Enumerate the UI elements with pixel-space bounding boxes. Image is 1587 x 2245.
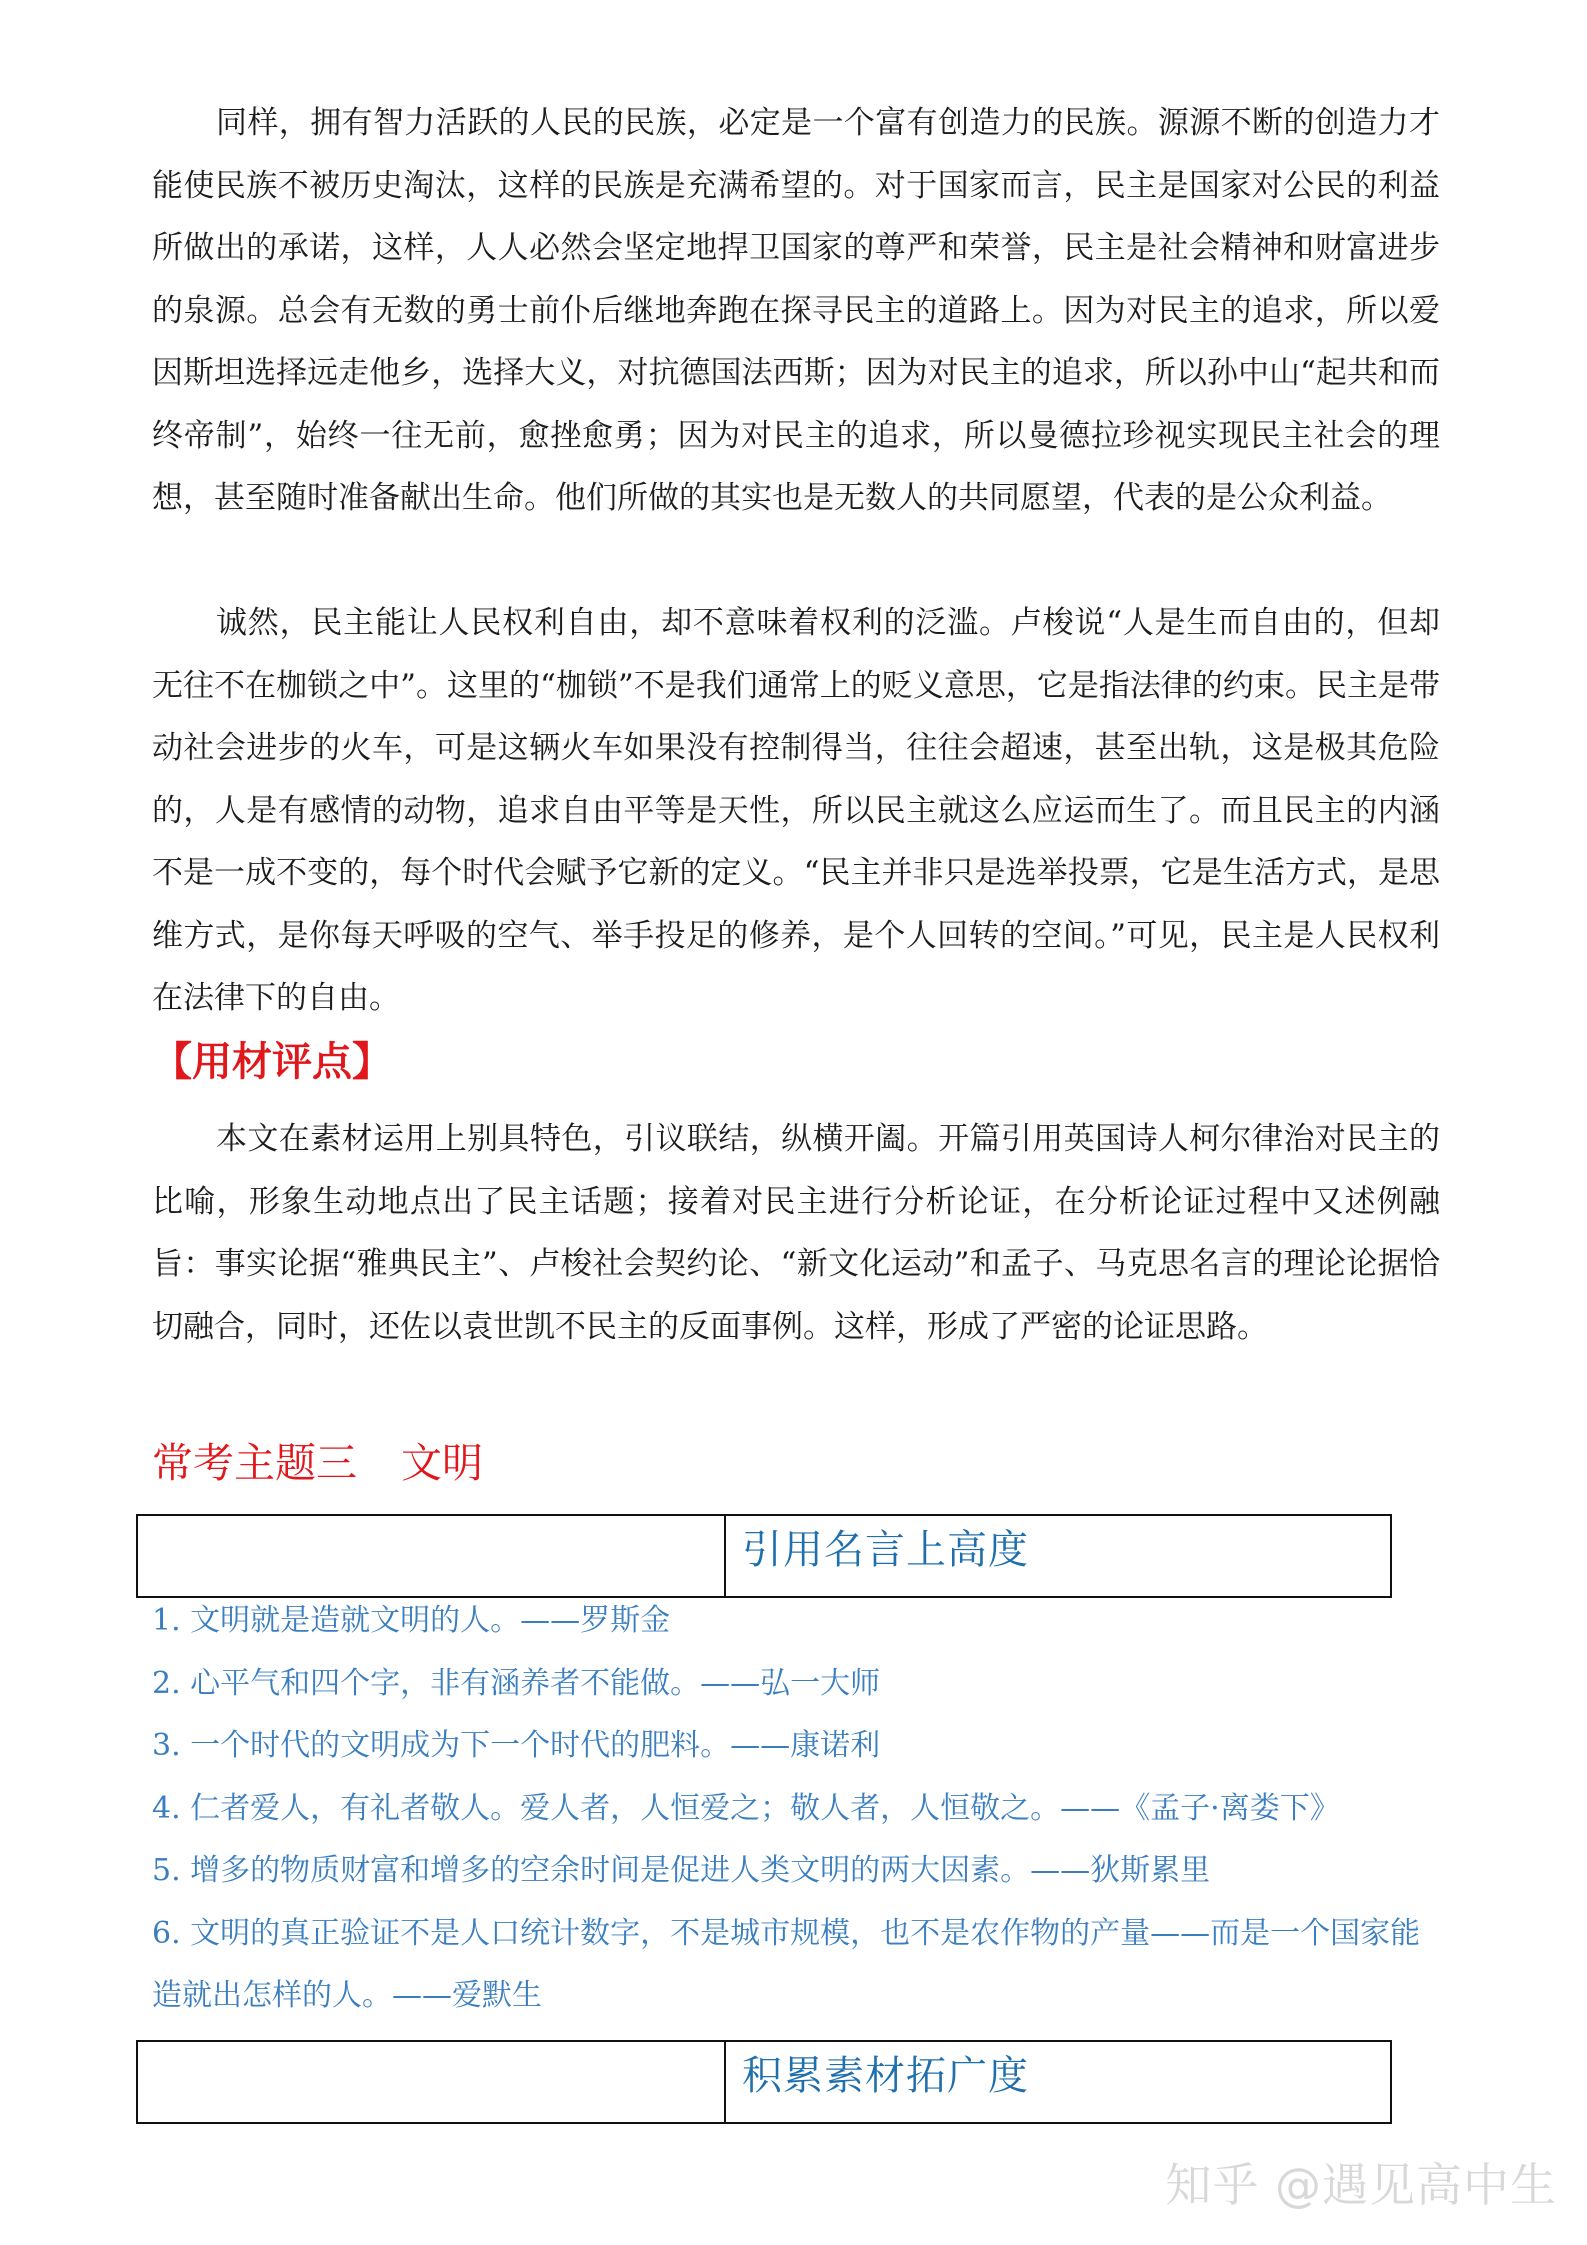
section-box-quotes — [136, 1514, 1392, 1598]
box-divider — [724, 2042, 726, 2122]
section-title-quotes: 引用名言上高度 — [742, 1527, 1029, 1573]
theme-heading — [152, 1430, 483, 1489]
body-paragraph-2: 诚然，民主能让人民权利自由，却不意味着权利的泛滥。卢梭说“人是生而自由的，但却无往不在枷锁之中”。这里的“枷锁”不是我们通常上的贬义意思，它是指法律的约束。民主是带动社会进步的火车，可是这辆火车如果没有控制得当，往往会超速，甚至出轨，这是极其危险的，人是有感情的动物，追求自由平等是天性，所以民主就这么应运而生了。而且民主的内涵不是一成不变的，每个时代会赋予它新的定义。“民主并非只是选举投票，它是生活方式，是思维方式，是你每天呼吸的空气、举手投足的修养，是个人回转的空间。”可见，民主是人民权利在法律下的自由。 — [152, 605, 1440, 1016]
quote-item: 5. 增多的物质财富和增多的空余时间是促进人类文明的两大因素。——狄斯累里 — [152, 1853, 1211, 1888]
quote-item: 3. 一个时代的文明成为下一个时代的肥料。——康诺利 — [152, 1728, 881, 1763]
section-title-materials: 积累素材拓广度 — [742, 2053, 1029, 2099]
comment-heading: 【用材评点】 — [152, 1039, 392, 1085]
comment-paragraph: 本文在素材运用上别具特色，引议联结，纵横开阖。开篇引用英国诗人柯尔律治对民主的比喻，形象生动地点出了民主话题；接着对民主进行分析论证，在分析论证过程中又述例融旨：事实论据“雅典民主”、卢梭社会契约论、“新文化运动”和孟子、马克思名言的理论论据恰切融合，同时，还佐以袁世凯不民主的反面事例。这样，形成了严密的论证思路。 — [152, 1121, 1440, 1345]
quote-list — [152, 1590, 1440, 2028]
body-paragraph-1: 同样，拥有智力活跃的人民的民族，必定是一个富有创造力的民族。源源不断的创造力才能使民族不被历史淘汰，这样的民族是充满希望的。对于国家而言，民主是国家对公民的利益所做出的承诺，这样，人人必然会坚定地捍卫国家的尊严和荣誉，民主是社会精神和财富进步的泉源。总会有无数的勇士前仆后继地奔跑在探寻民主的道路上。因为对民主的追求，所以爱因斯坦选择远走他乡，选择大义，对抗德国法西斯；因为对民主的追求，所以孙中山“起共和而终帝制”，始终一往无前，愈挫愈勇；因为对民主的追求，所以曼德拉珍视实现民主社会的理想，甚至随时准备献出生命。他们所做的其实也是无数人的共同愿望，代表的是公众利益。 — [152, 105, 1440, 516]
section-box-materials — [136, 2040, 1392, 2124]
quote-item: 6. 文明的真正验证不是人口统计数字，不是城市规模，也不是农作物的产量——而是一个国家能造就出怎样的人。——爱默生 — [152, 1915, 1421, 2013]
box-divider — [724, 1516, 726, 1596]
quote-item: 4. 仁者爱人，有礼者敬人。爱人者，人恒爱之；敬人者，人恒敬之。——《孟子·离娄下》 — [152, 1790, 1340, 1826]
quote-item: 1. 文明就是造就文明的人。——罗斯金 — [152, 1603, 671, 1638]
zhihu-watermark: 知乎 @遇见高中生 — [1165, 2158, 1557, 2212]
theme-heading-topic: 文明 — [401, 1439, 483, 1487]
theme-heading-number: 常考主题三 — [152, 1439, 357, 1487]
quote-item: 2. 心平气和四个字，非有涵养者不能做。——弘一大师 — [152, 1665, 881, 1701]
